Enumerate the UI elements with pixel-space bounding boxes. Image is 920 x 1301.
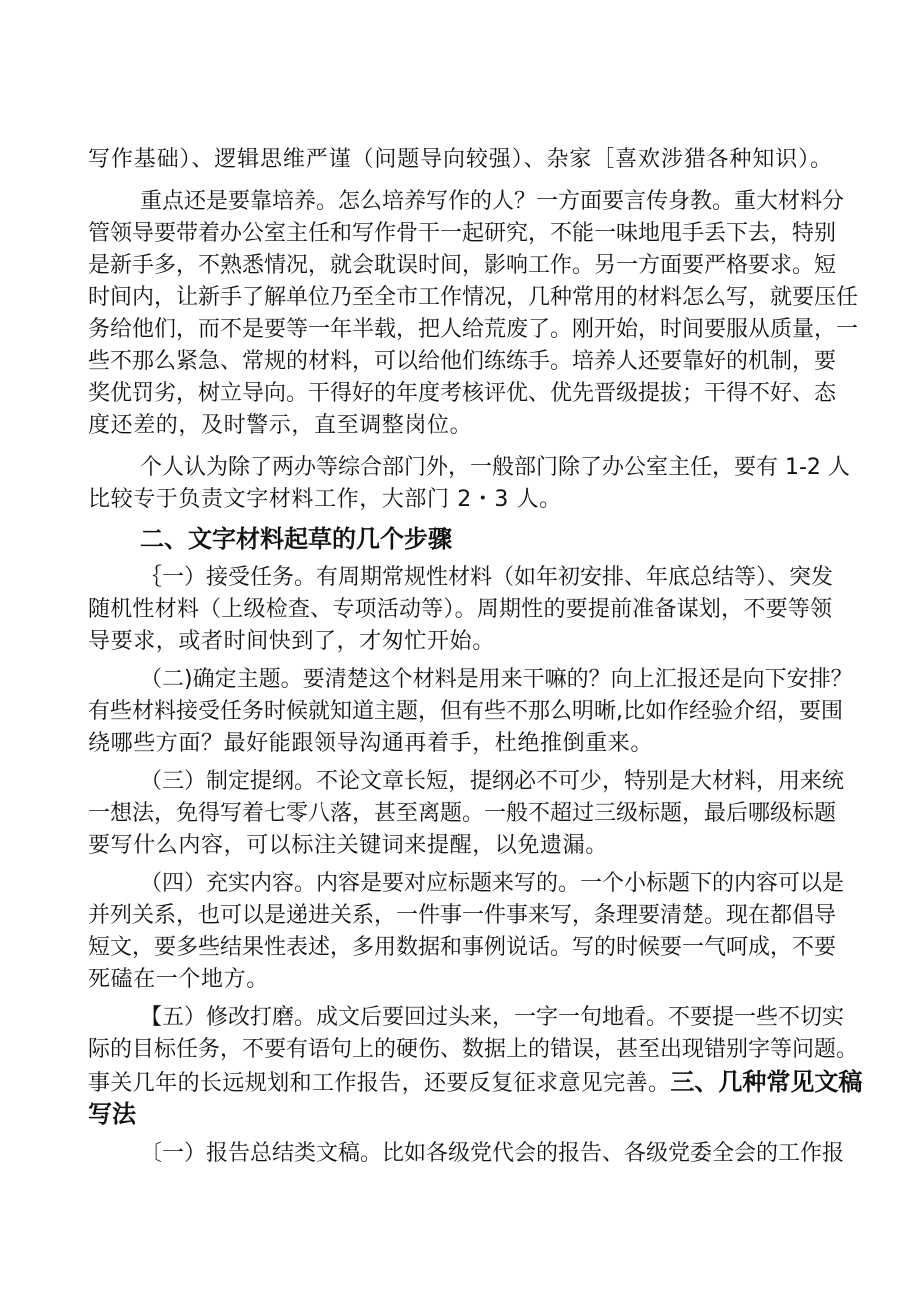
paragraph-text: 事关几年的长远规划和工作报告，还要反复征求意见完善。 [88,1071,671,1096]
paragraph-line: （三）制定提纲。不论文章长短，提纲必不可少，特别是大材料，用来统 [140,769,845,794]
paragraph-line: 时间内，让新手了解单位乃至全市工作情况，几种常用的材料怎么写，就要压任 [88,285,859,310]
paragraph-line: 重点还是要靠培养。怎么培养写作的人？一方面要言传身教。重大材料分 [140,189,845,214]
paragraph-line: 导要求，或者时间快到了，才匆忙开始。 [88,629,495,654]
paragraph-line: （四）充实内容。内容是要对应标题来写的。一个小标题下的内容可以是 [140,871,845,896]
paragraph-line: 奖优罚劣，树立导向。干得好的年度考核评优、优先晋级提拔；干得不好、态 [88,381,837,406]
paragraph-line: 并列关系，也可以是递进关系，一件事一件事来写，条理要清楚。现在都倡导 [88,903,837,928]
paragraph-line: 是新手多，不熟悉情况，就会耽误时间，影响工作。另一方面要严格要求。短 [88,253,837,278]
paragraph-line: 写作基础）、逻辑思维严谨（问题导向较强）、杂家［喜欢涉猎各种知识）。 [88,147,832,172]
paragraph-line: 【五）修改打磨。成文后要回过头来，一字一句地看。不要提一些不切实 [140,1005,845,1030]
paragraph-line: 〔一）报告总结类文稿。比如各级党代会的报告、各级党委全会的工作报 [140,1141,845,1166]
paragraph-line: 比较专于负责文字材料工作，大部门 2・3 人。 [88,487,562,512]
paragraph-line: 管领导要带着办公室主任和写作骨干一起研究，不能一味地甩手丢下去，特别 [88,221,837,246]
paragraph-line: 个人认为除了两办等综合部门外，一般部门除了办公室主任，要有 1-2 人 [140,455,850,480]
paragraph-line: 一想法，免得写着七零八落，甚至离题。一般不超过三级标题，最后哪级标题 [88,801,837,826]
section-heading: 二、文字材料起草的几个步骤 [140,525,452,553]
paragraph-line: 要写什么内容，可以标注关键词来提醒，以免遗漏。 [88,833,608,858]
paragraph-line: 死磕在一个地方。 [88,967,269,992]
paragraph-line: 度还差的，及时警示，直至调整岗位。 [88,413,473,438]
paragraph-line: 有些材料接受任务时候就知道主题，但有些不那么明晰,比如作经验介绍，要围 [88,699,843,724]
section-heading: 三、几种常见文稿 [670,1068,863,1096]
paragraph-line: 务给他们，而不是要等一年半载，把人给荒废了。刚开始，时间要服从质量，一 [88,317,859,342]
paragraph-line: ｛一）接受任务。有周期常规性材料（如年初安排、年底总结等）、突发 [140,565,834,590]
section-heading-continued: 写法 [88,1100,136,1128]
paragraph-line: 绕哪些方面？最好能跟领导沟通再着手，杜绝推倒重来。 [88,731,654,756]
paragraph-line: （二)确定主题。要清楚这个材料是用来干嘛的？向上汇报还是向下安排？ [140,667,853,692]
paragraph-line: 随机性材料（上级检查、专项活动等）。周期性的要提前准备谋划，不要等领 [88,597,832,622]
paragraph-line: 些不那么紧急、常规的材料，可以给他们练练手。培养人还要靠好的机制，要 [88,349,837,374]
paragraph-line: 短文，要多些结果性表述，多用数据和事例说话。写的时候要一气呵成，不要 [88,935,837,960]
paragraph-line-with-heading [88,1066,862,1098]
paragraph-line: 际的目标任务，不要有语句上的硬伤、数据上的错误，甚至出现错别字等问题。 [88,1037,859,1062]
